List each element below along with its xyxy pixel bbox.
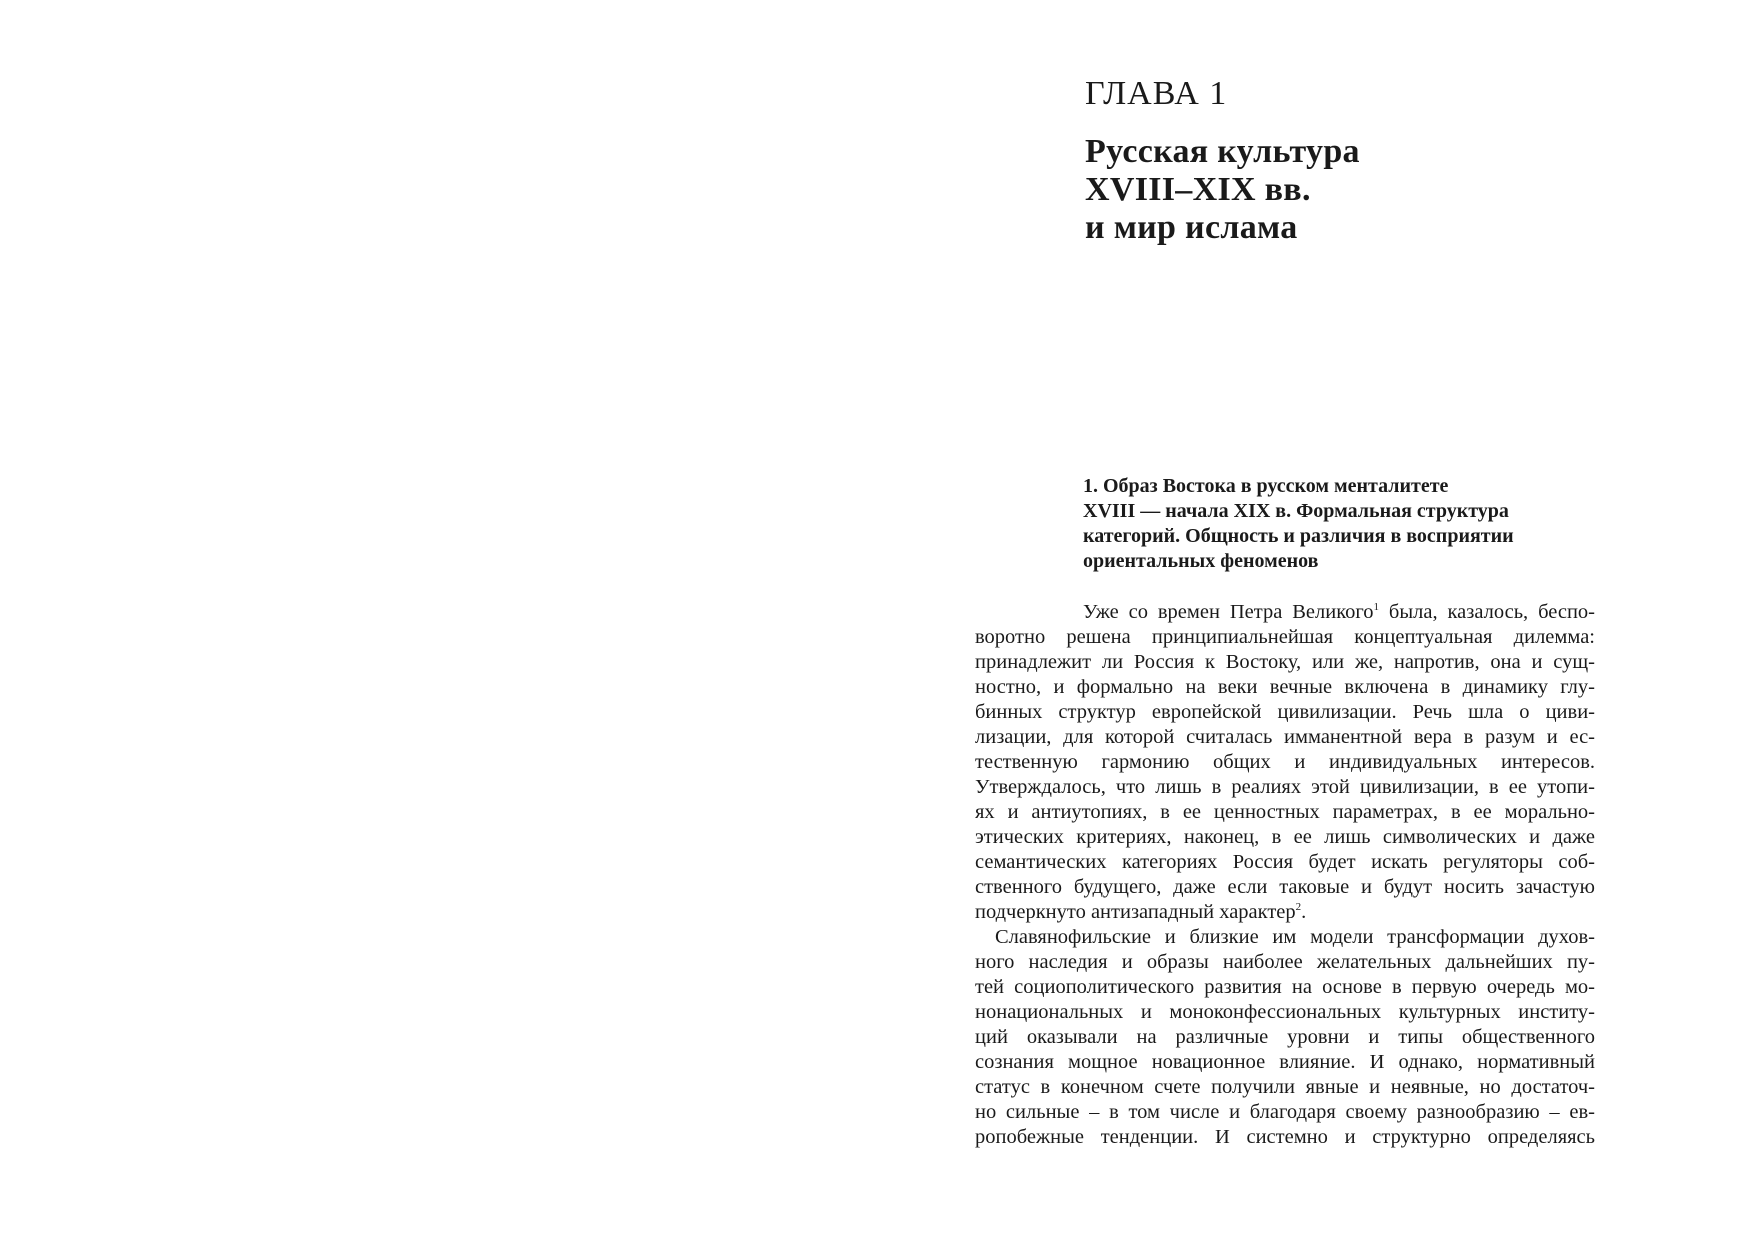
text-line	[975, 900, 1595, 925]
text-line	[975, 600, 1595, 625]
section-heading-line: XVIII — начала XIX в. Формальная структура	[1083, 500, 1509, 522]
text-line: этических критериях, наконец, в ее лишь символических и даже	[975, 826, 1595, 848]
section-heading	[1083, 474, 1603, 574]
text-line: ропобежные тенденции. И системно и структурно определяясь	[975, 1126, 1595, 1148]
text-span: .	[1301, 901, 1307, 923]
chapter-title-line: XVIII–XIX вв.	[1085, 171, 1311, 208]
text-line: сознания мощное новационное влияние. И однако, нормативный	[975, 1051, 1595, 1073]
text-line: ного наследия и образы наиболее желательных дальнейших пу-	[975, 951, 1595, 973]
text-line: но сильные – в том числе и благодаря своему разнообразию – ев-	[975, 1101, 1595, 1123]
text-line: Славянофильские и близкие им модели трансформации духов-	[995, 926, 1595, 948]
chapter-title	[1085, 133, 1360, 247]
text-line: семантических категориях Россия будет искать регуляторы соб-	[975, 851, 1595, 873]
text-line: ций оказывали на различные уровни и типы общественного	[975, 1026, 1595, 1048]
text-line: ственного будущего, даже если таковые и будут носить зачастую	[975, 876, 1595, 898]
text-line: нонациональных и моноконфессиональных культурных институ-	[975, 1001, 1595, 1023]
chapter-label: ГЛАВА 1	[1085, 75, 1228, 112]
section-heading-line: ориентальных феноменов	[1083, 550, 1319, 572]
section-heading-line: 1. Образ Востока в русском менталитете	[1083, 475, 1449, 497]
left-page-blank	[0, 0, 877, 1241]
text-line: тественную гармонию общих и индивидуальных интересов.	[975, 751, 1595, 773]
text-span: была, казалось, беспо-	[1379, 601, 1596, 623]
text-line: ях и антиутопиях, в ее ценностных параметрах, в ее морально-	[975, 801, 1595, 823]
text-line: воротно решена принципиальнейшая концептуальная дилемма:	[975, 626, 1595, 648]
text-span: Уже со времен Петра Великого	[1083, 601, 1374, 623]
text-line: тей социополитического развития на основе в первую очередь мо-	[975, 976, 1595, 998]
text-line: Утверждалось, что лишь в реалиях этой цивилизации, в ее утопи-	[975, 776, 1595, 798]
footnote-ref[interactable]: 2	[1295, 901, 1302, 913]
text-span: подчеркнуто антизападный характер	[975, 901, 1296, 923]
footnote-ref[interactable]: 1	[1373, 601, 1380, 613]
body-text	[975, 600, 1595, 1150]
text-line: ностно, и формально на веки вечные включена в динамику глу-	[975, 676, 1595, 698]
text-line: лизации, для которой считалась имманентной вера в разум и ес-	[975, 726, 1595, 748]
text-line: статус в конечном счете получили явные и неявные, но достаточ-	[975, 1076, 1595, 1098]
chapter-title-line: и мир ислама	[1085, 209, 1298, 246]
text-line: принадлежит ли Россия к Востоку, или же, напротив, она и сущ-	[975, 651, 1595, 673]
chapter-title-line: Русская культура	[1085, 133, 1360, 170]
text-line: бинных структур европейской цивилизации. Речь шла о циви-	[975, 701, 1595, 723]
section-heading-line: категорий. Общность и различия в восприятии	[1083, 525, 1514, 547]
